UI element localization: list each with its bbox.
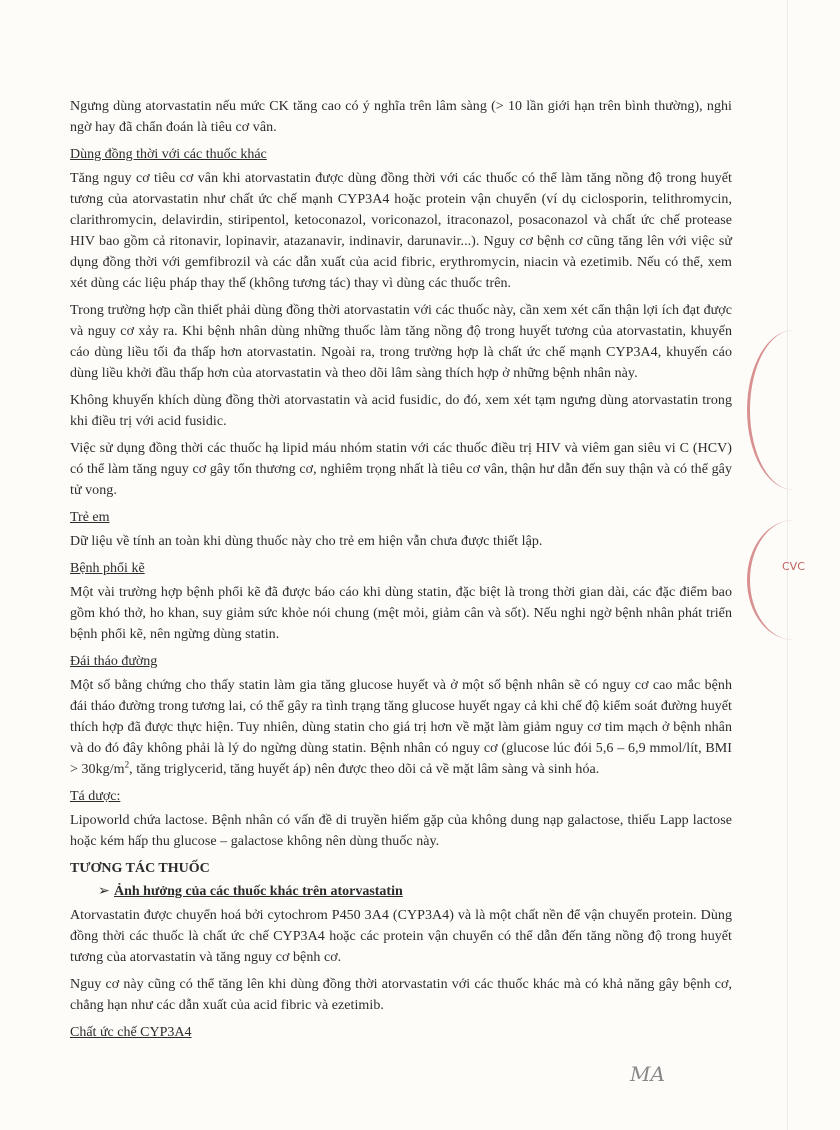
arrow-bullet-icon: ➢ xyxy=(98,884,110,899)
heading-effects-of-other-drugs xyxy=(98,881,732,902)
paragraph-rhabdomyolysis-risk: Tăng nguy cơ tiêu cơ vân khi atorvastatin được dùng đồng thời với các thuốc có thể làm tăng nồng độ trong huyết tương của atorvastatin như chất ức chế mạnh CYP3A4 hoặc protein vận chuyển (ví dụ ciclosporin, telithromycin, clarithromycin, delavirdin, stiripentol, ketoconazol, voriconazol, itraconazol, posaconazol và chất ức chế protease HIV bao gồm cả ritonavir, lopinavir, atazanavir, indinavir, darunavir...). Nguy cơ bệnh cơ cũng tăng lên với việc sử dụng đồng thời với gemfibrozil và các dẫn xuất của acid fibric, erythromycin, niacin và ezetimib. Nếu có thể, xem xét dùng các liệu pháp thay thế (không tương tác) thay vì dùng các thuốc trên. xyxy=(70,171,732,291)
document-body xyxy=(70,96,732,1046)
heading-effects-label: Ảnh hưởng của các thuốc khác trên atorvastatin xyxy=(114,884,403,899)
paragraph-ck-warning: Ngưng dùng atorvastatin nếu mức CK tăng cao có ý nghĩa trên lâm sàng (> 10 lần giới hạn trên bình thường), nghi ngờ hay đã chẩn đoán là tiêu cơ vân. xyxy=(70,99,732,135)
paragraph-interstitial-lung: Một vài trường hợp bệnh phổi kẽ đã được báo cáo khi dùng statin, đặc biệt là trong thời gian dài, các đặc điểm bao gồm khó thở, ho khan, suy giảm sức khỏe nói chung (mệt mỏi, giảm cân và sốt). Nếu nghi ngờ bệnh nhân phát triển bệnh phổi kẽ, nên ngừng dùng statin. xyxy=(70,585,732,642)
handwritten-initials: MA xyxy=(630,1062,665,1086)
paragraph-children: Dữ liệu về tính an toàn khi dùng thuốc này cho trẻ em hiện vẫn chưa được thiết lập. xyxy=(70,534,543,549)
paragraph-fusidic-acid: Không khuyến khích dùng đồng thời atorvastatin và acid fusidic, do đó, xem xét tạm ngưng dùng atorvastatin trong khi điều trị với acid fusidic. xyxy=(70,393,732,429)
heading-diabetes: Đái tháo đường xyxy=(70,654,158,669)
heading-concomitant-use: Dùng đồng thời với các thuốc khác xyxy=(70,147,267,162)
paragraph-dose-consideration: Trong trường hợp cần thiết phải dùng đồng thời atorvastatin với các thuốc này, cần xem xét cẩn thận lợi ích đạt được và nguy cơ xảy ra. Khi bệnh nhân dùng những thuốc làm tăng nồng độ trong huyết tương của atorvastatin, khuyến cáo dùng liều tối đa thấp hơn atorvastatin. Ngoài ra, trong trường hợp là chất ức chế mạnh CYP3A4, khuyến cáo dùng liều khởi đầu thấp hơn của atorvastatin và theo dõi lâm sàng thích hợp ở những bệnh nhân này. xyxy=(70,303,732,381)
stamp-mark xyxy=(747,330,840,490)
stamp-text: CVC xyxy=(782,560,805,573)
heading-interstitial-lung: Bệnh phổi kẽ xyxy=(70,561,145,576)
heading-cyp3a4-inhibitors: Chất ức chế CYP3A4 xyxy=(70,1025,192,1040)
paragraph-diabetes xyxy=(70,675,732,780)
paragraph-myopathy-risk: Nguy cơ này cũng có thể tăng lên khi dùng đồng thời atorvastatin với các thuốc khác mà có khả năng gây bệnh cơ, chẳng hạn như các dẫn xuất của acid fibric và ezetimib. xyxy=(70,977,732,1013)
heading-drug-interactions: TƯƠNG TÁC THUỐC xyxy=(70,861,210,876)
superscript: 2 xyxy=(124,759,130,770)
paragraph-excipients: Lipoworld chứa lactose. Bệnh nhân có vấn đề di truyền hiếm gặp của không dung nạp galactose, thiếu Lapp lactose hoặc kém hấp thu glucose – galactose không nên dùng thuốc này. xyxy=(70,813,732,849)
heading-children: Trẻ em xyxy=(70,510,110,525)
paragraph-hiv-hcv: Việc sử dụng đồng thời các thuốc hạ lipid máu nhóm statin với các thuốc điều trị HIV và viêm gan siêu vi C (HCV) có thể làm tăng nguy cơ gây tổn thương cơ, nghiêm trọng nhất là tiêu cơ vân, thận hư dẫn đến suy thận và có thể gây tử vong. xyxy=(70,441,732,498)
heading-excipients: Tá dược: xyxy=(70,789,121,804)
paragraph-cyp3a4-metabolism: Atorvastatin được chuyển hoá bởi cytochrom P450 3A4 (CYP3A4) và là một chất nền để vận chuyển protein. Dùng đồng thời các thuốc là chất ức chế CYP3A4 hoặc các protein vận chuyển có thể dẫn đến tăng nồng độ trong huyết tương của atorvastatin và tăng nguy cơ bệnh cơ. xyxy=(70,908,732,965)
paragraph-diabetes-part2: , tăng triglycerid, tăng huyết áp) nên được theo dõi cả về mặt lâm sàng và sinh hóa. xyxy=(129,762,600,777)
stamp-mark-lower xyxy=(747,520,840,640)
paragraph-diabetes-part1: Một số bằng chứng cho thấy statin làm gia tăng glucose huyết và ở một số bệnh nhân sẽ có nguy cơ cao mắc bệnh đái tháo đường trong tương lai, có thể gây ra tình trạng tăng glucose huyết ngay cả khi chế độ kiểm soát đường huyết thích hợp đã được thực hiện. Tuy nhiên, dùng statin cho giá trị hơn về mặt làm giảm nguy cơ tim mạch ở bệnh nhân và do đó đây không phải là lý do ngừng dùng statin. Bệnh nhân có nguy cơ (glucose lúc đói 5,6 – 6,9 mmol/lít, BMI > 30kg/m xyxy=(70,678,732,777)
